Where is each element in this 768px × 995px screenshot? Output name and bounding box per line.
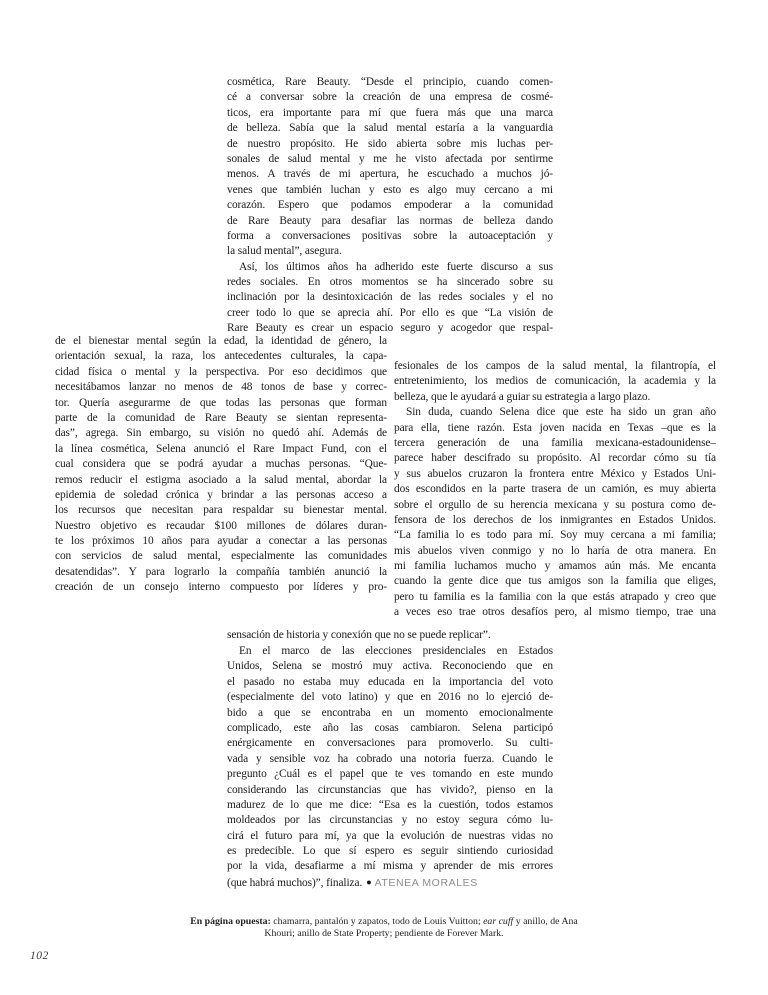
text-line: madurez de lo que me dice: “Esa es la cuestión, todos estamos: [227, 798, 553, 811]
text-line: moldeados por las circunstancias y no estoy segura cómo lu-: [227, 814, 553, 827]
text-line: parece haber descifrado su propósito. Al recordar cómo su tía: [394, 452, 716, 465]
text-line: “La familia lo es todo para mí. Soy muy cercana a mi familia;: [394, 529, 716, 542]
text-line: mi familia luchamos mucho y amamos aún más. Me encanta: [394, 560, 716, 573]
closing-text: (que habrá muchos)”, finaliza.: [227, 876, 363, 889]
caption-text: chamarra, pantalón y zapatos, todo de Louis Vuitton;: [273, 916, 484, 927]
text-line: das”, agrega. Sin embargo, su visión no quedó ahí. Además de: [55, 427, 387, 440]
text-line: corazón. Espero que podamos empoderar a la comunidad: [227, 199, 553, 212]
text-line: entretenimiento, los medios de comunicación, la academia y la: [394, 375, 716, 388]
caption-italic-term: ear cuff: [483, 916, 514, 927]
text-line: vada y sensible voz ha cobrado una notoria fuerza. Cuando le: [227, 752, 553, 765]
text-line: cidad física o mental y la perspectiva. Por eso decidimos que: [55, 365, 387, 378]
text-line: la salud mental”, asegura.: [227, 245, 342, 258]
text-line: complicado, este año las cosas cambiaron. Selena participó: [227, 721, 553, 734]
caption-line-2: [64, 928, 704, 940]
text-line: belleza, que le ayudará a guiar su estrategia a largo plazo.: [394, 390, 651, 403]
text-line: Rare Beauty es crear un espacio seguro y acogedor que respal-: [227, 322, 553, 335]
text-line: remos reducir el estigma asociado a la salud mental, abordar la: [55, 473, 387, 486]
text-line: la línea cosmética, Selena anunció el Rare Impact Fund, con el: [55, 442, 387, 455]
author-byline: ATENEA MORALES: [374, 876, 478, 889]
article-bridge-line: [227, 628, 567, 643]
text-line: Sin duda, cuando Selena dice que este ha sido un gran año: [406, 406, 716, 419]
text-line: tor. Quería asegurarme de que todas las personas que forman: [55, 396, 387, 409]
caption-text: y anillo, de Ana: [513, 916, 578, 927]
text-line: con servicios de salud mental, especialmente las comunidades: [55, 550, 387, 563]
text-line: enérgicamente en conversaciones para promoverlo. Su culti-: [227, 737, 553, 750]
caption-text: Khouri; anillo de State Property; pendiente de Forever Mark.: [264, 927, 504, 939]
text-line: sonales de salud mental y me he visto afectada por sentirme: [227, 152, 553, 165]
closing-line: [227, 875, 553, 890]
byline-bullet-icon: ●: [366, 876, 372, 887]
caption-line-1: [64, 916, 704, 928]
text-line: desatendidas”. Y para lograrlo la compañía también anunció la: [55, 565, 387, 578]
text-line: fensora de los derechos de los inmigrantes en Estados Unidos.: [394, 513, 716, 526]
text-line: parte de la comunidad de Rare Beauty se sientan representa-: [55, 411, 387, 424]
text-line: cual considera que se podrá ayudar a muchas personas. “Que-: [55, 458, 387, 471]
text-line: (especialmente del voto latino) y que en 2016 no lo ejerció de-: [227, 691, 553, 704]
article-column-bottom: [227, 644, 553, 890]
text-line: cuando la gente dice que tus amigos son la familia que eliges,: [394, 575, 716, 588]
text-line: tercera generación de una familia mexicana-estadounidense–: [394, 436, 716, 449]
text-line: te los próximos 10 años para ayudar a conectar a las personas: [55, 535, 387, 548]
text-line: considerando las circunstancias que has vivido?, pienso en la: [227, 783, 553, 796]
text-line: a veces eso trae otros desafíos pero, al mismo tiempo, trae una: [394, 606, 716, 619]
article-bottom-lines: [227, 644, 553, 875]
text-line: creer todo lo que se aprecia ahí. Por ello es que “La visión de: [227, 306, 553, 319]
text-line: En el marco de las elecciones presidenciales en Estados: [239, 645, 553, 657]
text-line: epidemia de soledad crónica y brindar a las personas acceso a: [55, 488, 387, 501]
text-line: pero tu familia es la familia con la que estás atrapado y creo que: [394, 590, 716, 603]
text-line: dos escondidos en la parte trasera de un camión, es muy abierta: [394, 483, 716, 496]
page-number: 102: [30, 950, 49, 962]
text-line: cirá el futuro para mí, ya que la evolución de nuestras vidas no: [227, 829, 553, 842]
text-line: menos. A través de mi apertura, he escuchado a muchos jó-: [227, 168, 553, 181]
text-line: sensación de historia y conexión que no se puede replicar”.: [227, 629, 491, 641]
text-line: cosmética, Rare Beauty. “Desde el principio, cuando comen-: [227, 76, 553, 88]
article-column-top: [227, 75, 553, 337]
text-line: creación de un consejo interno compuesto por líderes y pro-: [55, 581, 387, 594]
text-line: Así, los últimos años ha adherido este fuerte discurso a sus: [239, 260, 553, 273]
text-line: Nuestro objetivo es recaudar $100 millones de dólares duran-: [55, 519, 387, 532]
text-line: inclinación por la desintoxicación de las redes sociales y el no: [227, 291, 553, 304]
caption-label: En página opuesta:: [190, 916, 274, 927]
text-line: necesitábamos lanzar no menos de 48 tonos de base y correc-: [55, 381, 387, 394]
text-line: el pasado no estaba muy educada en la importancia del voto: [227, 675, 553, 688]
text-line: cé a conversar sobre la creación de una empresa de cosmé-: [227, 91, 553, 104]
text-line: orientación sexual, la raza, los antecedentes culturales, la capa-: [55, 350, 387, 363]
text-line: y sus abuelos cruzaron la frontera entre México y Estados Uni-: [394, 467, 716, 480]
text-line: de belleza. Sabía que la salud mental estaría a la vanguardia: [227, 122, 553, 135]
text-line: venes que también luchan y esto es algo muy cercano a mi: [227, 183, 553, 196]
text-line: para ella, tiene razón. Esta joven nacida en Texas –que es la: [394, 421, 716, 434]
text-line: los recursos que necesitan para respaldar su bienestar mental.: [55, 504, 387, 517]
text-line: bido a que se encontraba en un momento emocionalmente: [227, 706, 553, 719]
text-line: por la vida, desafiarme a mí misma y aprender de mis errores: [227, 860, 553, 873]
text-line: de nuestro propósito. He sido abierta sobre mis luchas per-: [227, 137, 553, 150]
text-line: sobre el orgullo de su herencia mexicana y su postura como de-: [394, 498, 716, 511]
text-line: fesionales de los campos de la salud mental, la filantropía, el: [394, 360, 716, 372]
article-column-right: [394, 359, 716, 621]
text-line: redes sociales. En otros momentos se ha sincerado sobre su: [227, 276, 553, 289]
text-line: es predecible. Lo que sí espero es seguir sintiendo curiosidad: [227, 845, 553, 858]
text-line: mis abuelos viven conmigo y no lo haría de otra manera. En: [394, 544, 716, 557]
text-line: pregunto ¿Cuál es el papel que te ves tomando en este mundo: [227, 768, 553, 781]
text-line: forma a conversaciones positivas sobre la autoaceptación y: [227, 229, 553, 242]
text-line: Unidos, Selena se mostró muy activa. Reconociendo que en: [227, 660, 553, 673]
text-line: ticos, era importante para mí que fuera más que una marca: [227, 106, 553, 119]
text-line: de el bienestar mental según la edad, la identidad de género, la: [55, 335, 387, 347]
article-column-left: [55, 334, 387, 596]
text-line: de Rare Beauty para desafiar las normas de belleza dando: [227, 214, 553, 227]
photo-credit-caption: [64, 916, 704, 940]
